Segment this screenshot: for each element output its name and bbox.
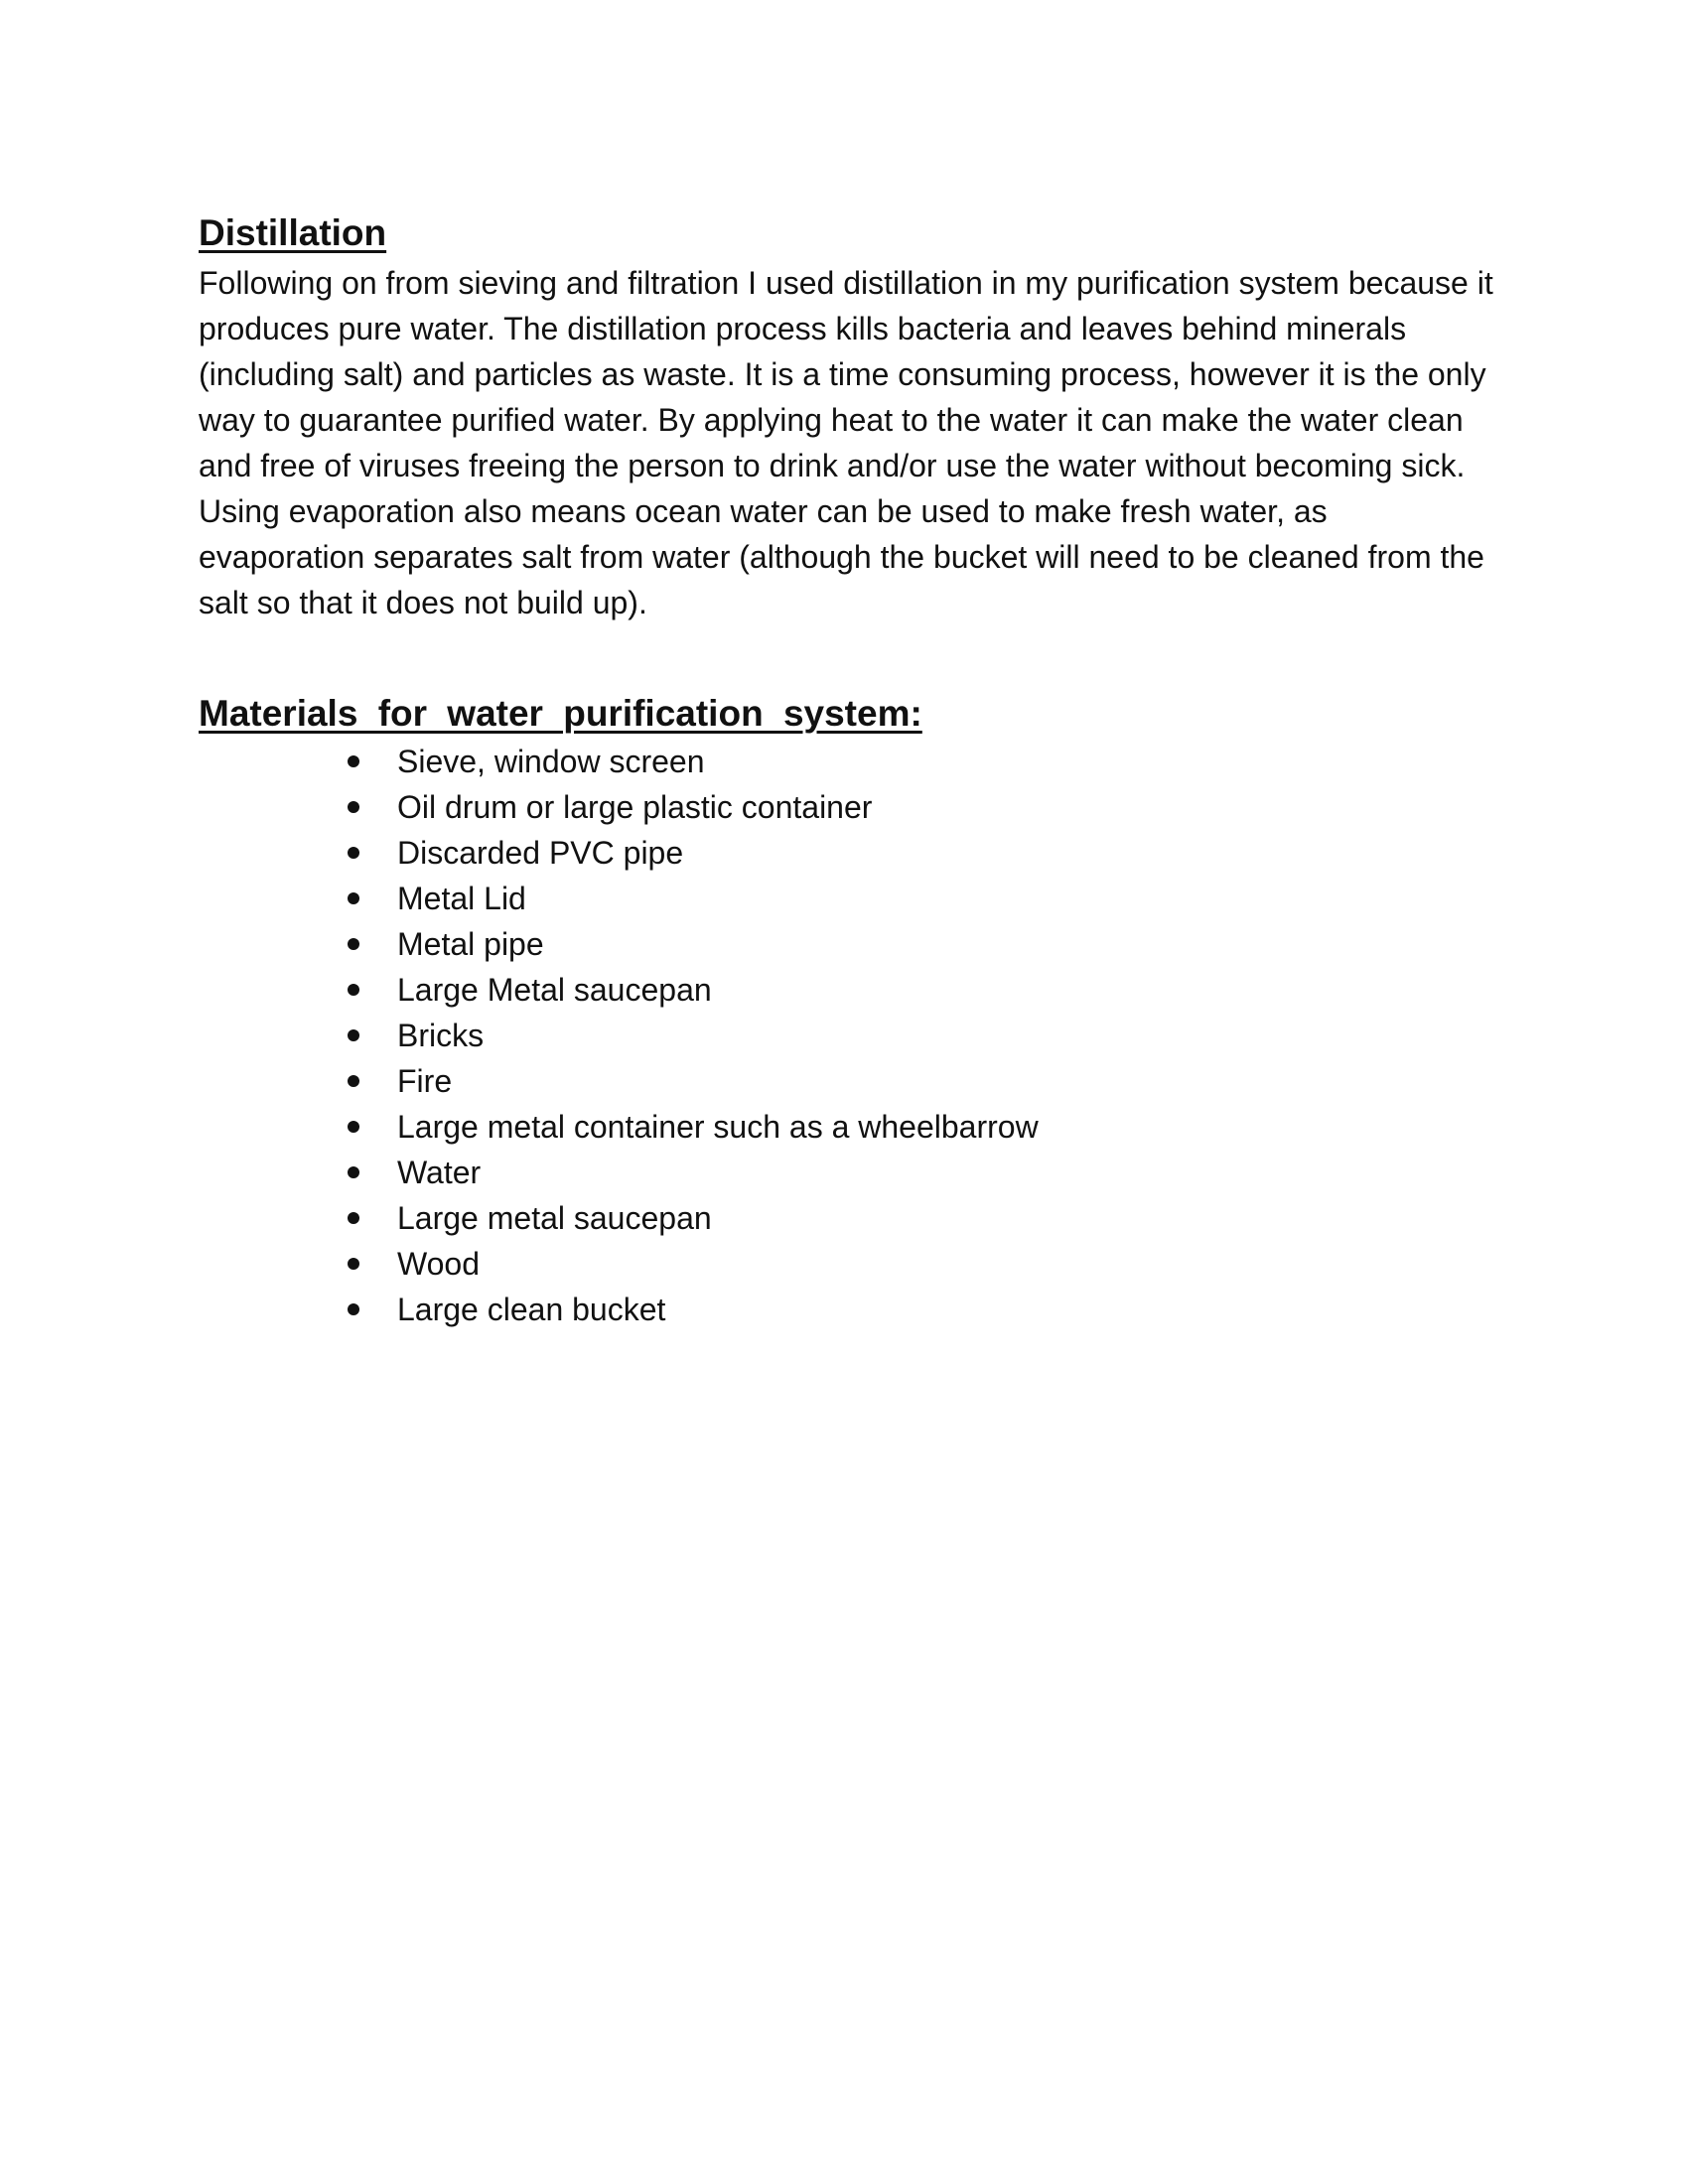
list-item-text: Large Metal saucepan (397, 972, 712, 1008)
list-item (348, 1241, 1499, 1287)
materials-heading: Materials for water purification system: (199, 693, 922, 734)
list-item-text: Bricks (397, 1018, 485, 1053)
distillation-paragraph: Following on from sieving and filtration I used distillation in my purification system because it produces pure water. The distillation process kills bacteria and leaves behind minerals (including salt) and particles as waste. It is a time consuming process, however it is the only way to guarantee purified water. By applying heat to the water it can make the water clean and free of viruses freeing the person to drink and/or use the water without becoming sick. Using evaporation also means ocean water can be used to make fresh water, as evaporation separates salt from water (although the bucket will need to be cleaned from the salt so that it does not build up). (199, 265, 1493, 620)
bullet-icon (348, 1166, 359, 1178)
list-item-text: Large metal saucepan (397, 1200, 712, 1236)
bullet-icon (348, 1029, 359, 1041)
bullet-icon (348, 801, 359, 813)
list-item (348, 1150, 1499, 1195)
list-item-text: Metal Lid (397, 881, 526, 916)
list-item (348, 876, 1499, 921)
distillation-heading: Distillation (199, 212, 387, 253)
list-item-text: Wood (397, 1246, 481, 1282)
list-item-text: Sieve, window screen (397, 744, 705, 779)
page-content (199, 208, 1499, 1332)
bullet-icon (348, 1303, 359, 1315)
bullet-icon (348, 1212, 359, 1224)
list-item (348, 1104, 1499, 1150)
bullet-icon (348, 1121, 359, 1133)
list-item-text: Oil drum or large plastic container (397, 789, 873, 825)
bullet-icon (348, 938, 359, 950)
list-item (348, 1058, 1499, 1104)
list-item-text: Discarded PVC pipe (397, 835, 684, 871)
list-item (348, 784, 1499, 830)
bullet-icon (348, 984, 359, 996)
list-item-text: Metal pipe (397, 926, 544, 962)
list-item (348, 830, 1499, 876)
list-item-text: Large metal container such as a wheelbarrow (397, 1109, 1039, 1145)
bullet-icon (348, 1258, 359, 1270)
list-item (348, 739, 1499, 784)
bullet-icon (348, 1075, 359, 1087)
list-item (348, 1287, 1499, 1332)
list-item (348, 967, 1499, 1013)
bullet-icon (348, 892, 359, 904)
materials-list (199, 739, 1499, 1332)
list-item (348, 1013, 1499, 1058)
list-item (348, 1195, 1499, 1241)
bullet-icon (348, 847, 359, 859)
bullet-icon (348, 755, 359, 767)
list-item-text: Water (397, 1155, 482, 1190)
list-item (348, 921, 1499, 967)
list-item-text: Fire (397, 1063, 453, 1099)
list-item-text: Large clean bucket (397, 1292, 666, 1327)
